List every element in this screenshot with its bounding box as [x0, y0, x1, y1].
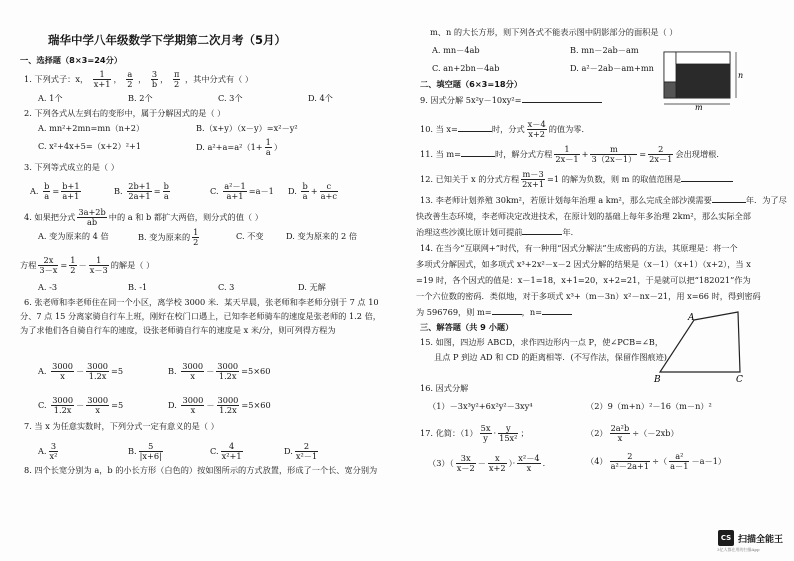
shaded-region: [676, 64, 730, 98]
option-c: C. 不变: [236, 231, 264, 241]
quadrilateral-figure: [650, 308, 750, 386]
section-answer: 三、解答题（共 9 小题）: [420, 322, 514, 332]
section-choice: 一、选择题（8×3=24分）: [20, 55, 123, 65]
question-6-line-3: 为了求他们各自骑自行车的速度，设张老师骑自行车的速度是 x 米/分，则可列得方程为: [20, 325, 336, 335]
option-a: A. $\frac{3000}{x}$ － $\frac{3000}{1.2x}$ =5: [38, 361, 124, 382]
option-c: C. x²+4x+5=（x+2）²+1: [38, 141, 142, 151]
label-n: n: [738, 71, 744, 80]
question-14-line-4: 一个六位数的密码．类似地，对于多项式 x³+（m－3n）x²－nx－21，用 x=66 时，得到密码: [416, 291, 761, 301]
option-c: C. $\frac{3000}{1.2x}$ － $\frac{3000}{x}$ =5: [38, 395, 124, 416]
option-d: D. a²+a=a²（1+ $\frac{1}{a}$ ）: [196, 137, 283, 158]
camscanner-logo-icon: CS: [718, 530, 734, 546]
question-4: 4. 如果把分式 $\frac{3a+2b}{ab}$ 中的 a 和 b 都扩大两倍，则分式的值（ ）: [24, 207, 263, 228]
option-b: B. mn－2ab－am: [570, 45, 639, 55]
watermark-name: 扫描全能王: [738, 534, 784, 545]
question-2: 2. 下列各式从左到右的变形中，属于分解因式的是（ ）: [24, 108, 226, 118]
page-title: 瑞华中学八年级数学下学期第二次月考（5月）: [48, 33, 286, 47]
question-1: 1. 下列式子：x， $\frac{1}{x+1}$ ， $\frac{a}{2}$ ， $\frac{3}{b}$ ， $\frac{\pi}{2}$ ，其中分式有（ ）: [24, 69, 254, 90]
section-fill-blank: 二、填空题（6×3=18分）: [420, 79, 523, 89]
question-16-part-1: （1）－3x³y²+6x²y²－3xy⁴: [428, 401, 533, 411]
option-b: B. 变为原来的 $\frac{1}{2}$: [138, 227, 199, 248]
question-6-line-1: 6. 张老师和李老师住在同一个小区，离学校 3000 米．某天早晨，张老师和李老师分别于 7 点 10: [24, 297, 379, 307]
question-8: 8. 四个长宽分别为 a，b 的小长方形（白色的）按如图所示的方式放置，形成了一个长、宽分别为: [24, 465, 378, 475]
question-17-part-4: （4） $\frac{2}{\text{a²－2a+1}}$ ÷（ $\frac{\text{a²}}{a-1}$ －a－1）: [586, 451, 727, 472]
question-14-line-5: 为 596769，则 m= ，n=: [416, 308, 572, 317]
fraction: $\frac{3}{b}$: [151, 69, 158, 90]
question-14-line-2: 多项式分解因式，如多项式 x³+2x²－x－2 因式分解的结果是（x－1）（x+1）（x+2），当 x: [416, 259, 751, 269]
question-14-line-3: =19 时，各个因式的值是：x－1=18，x+1=20，x+2=21，于是就可以把“182021”作为: [416, 275, 751, 285]
option-b: B. $\frac{2b+1}{2a+1}$ = $\frac{b}{a}$: [114, 181, 169, 202]
option-c: C. 3个: [218, 93, 243, 103]
option-d: D. 变为原来的 2 倍: [286, 231, 358, 241]
option-b: B. $\frac{3000}{x}$ － $\frac{3000}{1.2x}$ =5×60: [168, 361, 271, 382]
rectangle-figure: [662, 50, 744, 110]
question-16-part-2: （2）9（m+n）²－16（m－n）²: [586, 401, 712, 411]
option-a: A. mn²+2mn=mn（n+2）: [38, 123, 145, 133]
question-17-part-2: （2） $\frac{\text{2a²b}}{x}$ ÷（－2xb）: [586, 423, 679, 444]
option-d: D. $\frac{b}{a}$ + $\frac{c}{a+c}$: [288, 181, 337, 202]
question-17-part-3: （3）（ $\frac{3x}{x-2}$ － $\frac{x}{x+2}$ ）· $\frac{\text{x²－4}}{x}$ ．: [428, 453, 551, 474]
question-5: 方程 $\frac{2x}{3-x}$ = $\frac{1}{2}$ － $\frac{1}{x-3}$ 的解是（ ）: [20, 255, 155, 276]
option-a: A. 变为原来的 4 倍: [38, 231, 109, 241]
question-13-line-2: 快改善生态环境，李老师决定改进技术，在原计划的基础上每年多治理 2km²，那么实际全部: [416, 211, 751, 221]
question-17-part-1: 17. 化简：（1） $\frac{5x}{y}$ · $\frac{y}{\text{15x²}}$ ；: [420, 423, 529, 444]
question-7: 7. 当 x 为任意实数时，下列分式一定有意义的是（ ）: [24, 421, 219, 431]
option-d: D. $\frac{3000}{x}$ － $\frac{3000}{1.2x}$ =5×60: [168, 395, 271, 416]
option-d: D. $\frac{2}{\text{x²－1}}$: [284, 441, 318, 462]
option-b: B. -1: [128, 282, 148, 292]
question-3: 3. 下列等式成立的是（ ）: [24, 162, 119, 172]
option-a: A. mn－4ab: [432, 45, 480, 55]
option-c: C. $\frac{\text{a²－1}}{a+1}$ =a－1: [210, 181, 274, 202]
label-m: m: [695, 103, 703, 110]
option-c: C. an+2bn－4ab: [432, 63, 500, 73]
question-8-continued: m、n 的大长方形，则下列各式不能表示图中阴影部分的面积是（ ）: [430, 27, 678, 37]
question-14-line-1: 14. 在当今“互联网+”时代，有一种用“因式分解法”生成密码的方法，其原理是：将一个: [420, 243, 738, 253]
option-d: D. 无解: [298, 282, 326, 292]
vertex-b-label: B: [654, 375, 661, 385]
question-15-line-1: 15. 如图，四边形 ABCD，求作四边形内一点 P，使∠PCB=∠B，: [420, 337, 664, 347]
option-b: B.（x+y）（x－y）=x²－y²: [196, 123, 298, 133]
fraction: $\frac{a}{2}$: [127, 69, 133, 90]
fraction: $\frac{1}{x+1}$: [93, 69, 111, 90]
question-9: 9. 因式分解 5x²y－10xy²=: [420, 96, 602, 105]
fraction: $\frac{\pi}{2}$: [173, 69, 180, 90]
question-15-line-2: 且点 P 到边 AD 和 CD 的距离相等．(不写作法，保留作图痕迹): [434, 352, 667, 362]
question-13-line-3: 治理这些沙漠比原计划可提前 年．: [416, 227, 579, 237]
question-13-line-1: 13. 李老师计划养殖 30km²，若原计划每年治理 a km²，那么完成全部沙漠需要 年．为了尽: [420, 195, 787, 205]
option-d: D. 4个: [308, 93, 333, 103]
option-a: A. $\frac{b}{a}$ = $\frac{b+1}{a+1}$: [30, 181, 80, 202]
question-12: 12. 已知关于 x 的分式方程 $\frac{m-3}{2x+1}$ =1 的解为负数，则 m 的取值范围是: [420, 170, 733, 190]
option-a: A. 1个: [38, 93, 63, 103]
option-a: A. -3: [38, 282, 58, 292]
option-b: B. $\frac{5}{|x+6|}$: [128, 441, 162, 462]
question-10: 10. 当 x= 时，分式 $\frac{x-4}{x+2}$ 的值为零．: [420, 119, 590, 140]
option-b: B. 2个: [128, 93, 153, 103]
option-c: C. $\frac{4}{\text{x²+1}}$: [210, 441, 242, 462]
question-6-line-2: 分、7 点 15 分离家骑自行车上班，刚好在校门口遇上，已知李老师骑车的速度是张老师的 1.2 倍，: [20, 311, 381, 321]
scanner-watermark: [718, 530, 783, 546]
vertex-c-label: C: [736, 375, 743, 385]
question-16: 16. 因式分解: [420, 383, 469, 393]
question-11: 11. 当 m= 时，解分式方程 $\frac{1}{2x-1}$ + $\frac{m}{3(2x-1)}$ = $\frac{2}{2x-1}$ 会出现增根．: [420, 144, 725, 165]
option-a: A. $\frac{3}{\text{x²}}$: [38, 441, 58, 462]
option-c: C. 3: [218, 282, 235, 292]
vertex-a-label: A: [688, 313, 695, 323]
option-d: D. a²－2ab－am+mn: [570, 63, 654, 73]
watermark-tagline: 3亿人都在用的扫描App: [717, 547, 760, 552]
